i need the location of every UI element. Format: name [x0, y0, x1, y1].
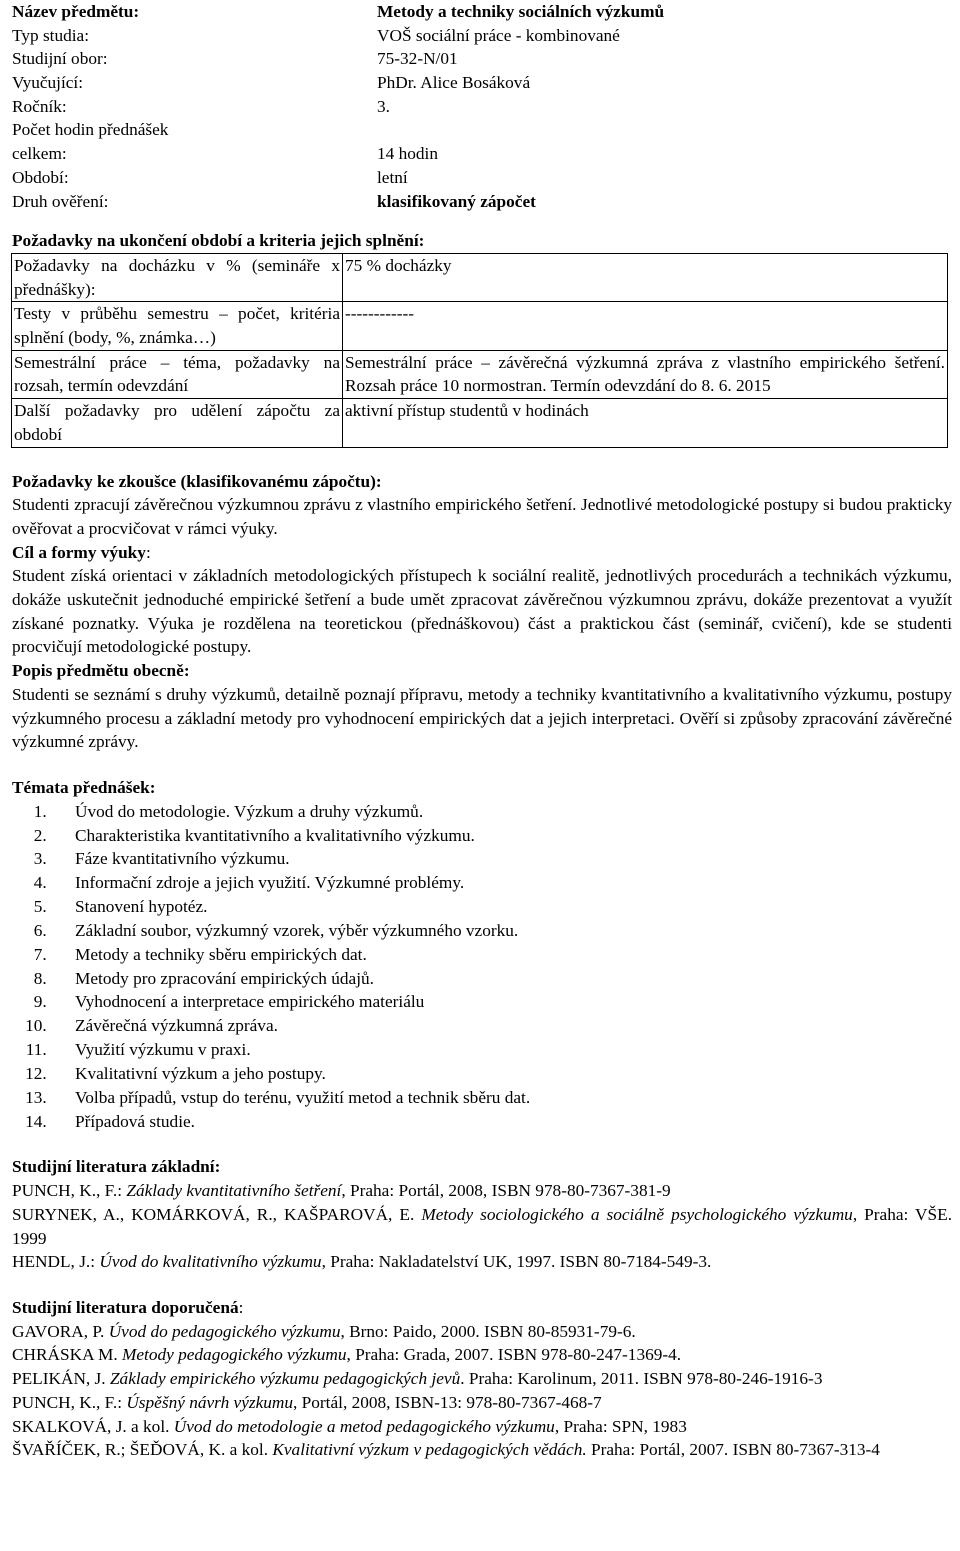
lit-details: , Praha: Grada, 2007. ISBN 978-80-247-1369-4.: [346, 1345, 682, 1365]
table-row: [12, 302, 948, 350]
info-value: klasifikovaný zápočet: [377, 191, 536, 211]
requirement-value: ------------: [343, 302, 948, 350]
info-value: letní: [377, 167, 408, 187]
lit-recommended-item: [12, 1367, 952, 1391]
info-key: Druh ověření:: [12, 191, 109, 211]
lit-details: , Praha: SPN, 1983: [554, 1416, 687, 1436]
lit-recommended-heading-colon: :: [238, 1297, 244, 1317]
goal-heading-text: Cíl a formy výuky: [12, 542, 146, 562]
info-key: Období:: [12, 167, 69, 187]
info-value: PhDr. Alice Bosáková: [377, 73, 531, 93]
lit-recommended-item: [12, 1320, 952, 1344]
lit-recommended-item: [12, 1391, 952, 1415]
table-row: [12, 399, 948, 447]
list-item: 6. Základní soubor, výzkumný vzorek, výběr výzkumného vzorku.: [51, 919, 952, 943]
lit-details: . Praha: Karolinum, 2011. ISBN 978-80-246-1916-3: [460, 1369, 823, 1389]
list-item: 12. Kvalitativní výzkum a jeho postupy.: [51, 1062, 952, 1086]
goal-heading: [12, 541, 952, 565]
list-item: 7. Metody a techniky sběru empirických dat.: [51, 943, 952, 967]
requirements-table: [11, 253, 948, 448]
lit-title: Metody sociologického a sociálně psychologického výzkumu: [421, 1204, 853, 1224]
exam-text: Studenti zpracují závěrečnou výzkumnou zprávu z vlastního empirického šetření. Jednotlivé metodologické postupy si budou prakticky ověřovat a procvičovat v rámci výuky.: [12, 495, 952, 538]
info-row-course-name: [12, 0, 952, 24]
lit-details: , Praha: VŠE. 1999: [12, 1204, 953, 1248]
requirements-heading: Požadavky na ukončení období a kriteria jejich splnění:: [12, 231, 425, 251]
info-key: Název předmětu:: [12, 2, 140, 21]
list-item: 3. Fáze kvantitativního výzkumu.: [51, 847, 952, 871]
info-key: Vyučující:: [12, 73, 84, 93]
course-info: [12, 0, 952, 213]
lit-recommended-item: [12, 1438, 952, 1462]
requirement-label: Semestrální práce – téma, požadavky na rozsah, termín odevzdání: [12, 350, 343, 398]
lit-author: ŠVAŘÍČEK, R.; ŠEĎOVÁ, K. a kol.: [12, 1440, 273, 1460]
lit-title: Úvod do pedagogického výzkumu: [108, 1321, 341, 1341]
exam-heading: Požadavky ke zkoušce (klasifikovanému zápočtu):: [12, 471, 382, 491]
lit-details: Praha: Portál, 2007. ISBN 80-7367-313-4: [586, 1440, 880, 1460]
lit-author: HENDL, J.:: [12, 1252, 100, 1272]
info-row-field: [12, 47, 952, 71]
lit-author: GAVORA, P.: [12, 1321, 109, 1341]
list-item: 2. Charakteristika kvantitativního a kvalitativního výzkumu.: [51, 824, 952, 848]
goal-heading-colon: :: [145, 542, 151, 562]
lit-basic-item: [12, 1179, 952, 1203]
requirement-value: 75 % docházky: [343, 253, 948, 301]
lit-title: Metody pedagogického výzkumu: [121, 1345, 347, 1365]
lit-basic-item: [12, 1250, 952, 1274]
document-page: [12, 0, 952, 1462]
lit-recommended-item: [12, 1343, 952, 1367]
requirement-label: Testy v průběhu semestru – počet, kritéria splnění (body, %, známka…): [12, 302, 343, 350]
requirement-value: aktivní přístup studentů v hodinách: [343, 399, 948, 447]
info-value: VOŠ sociální práce - kombinované: [377, 25, 620, 45]
topics-list: [12, 800, 952, 1134]
topics-heading: Témata přednášek:: [12, 777, 156, 797]
lit-author: SKALKOVÁ, J. a kol.: [12, 1416, 174, 1436]
list-item: 13. Volba případů, vstup do terénu, využití metod a technik sběru dat.: [51, 1086, 952, 1110]
info-key: Počet hodin přednášek: [12, 120, 169, 140]
goal-text: Student získá orientaci v základních metodologických přístupech k sociální realitě, jednotlivých procedurách a technikách výzkumu, dokáže uskutečnit jednoduché empirické šetření a bude umět zpracovat závěrečnou výzkumnou zprávu, dokáže prezentovat a využít získané poznatky. Výuka je rozdělena na teoretickou (přednáškovou) část a praktickou část (seminář, cvičení), kde se studenti procvičují metodologické postupy.: [12, 566, 952, 657]
lit-details: , Brno: Paido, 2000. ISBN 80-85931-79-6.: [340, 1321, 636, 1341]
lit-title: Úvod do kvalitativního výzkumu: [99, 1252, 322, 1272]
lit-recommended-heading-text: Studijní literatura doporučená: [12, 1297, 239, 1317]
info-key: Studijní obor:: [12, 49, 108, 69]
description-heading: Popis předmětu obecně:: [12, 661, 190, 681]
requirement-label: Další požadavky pro udělení zápočtu za období: [12, 399, 343, 447]
lit-title: Základy kvantitativního šetření: [126, 1181, 342, 1201]
list-item: 5. Stanovení hypotéz.: [51, 895, 952, 919]
lit-details: , Praha: Portál, 2008, ISBN 978-80-7367-381-9: [341, 1181, 671, 1201]
requirement-value: Semestrální práce – závěrečná výzkumná zpráva z vlastního empirického šetření. Rozsah práce 10 normostran. Termín odevzdání do 8. 6. 2015: [343, 350, 948, 398]
info-row-hours: [12, 142, 952, 166]
info-value: 3.: [377, 96, 390, 116]
table-row: [12, 350, 948, 398]
info-row-period: [12, 166, 952, 190]
info-row-hours-label: [12, 118, 952, 142]
info-key: celkem:: [12, 144, 67, 164]
info-value: Metody a techniky sociálních výzkumů: [377, 2, 665, 21]
info-row-study-type: [12, 24, 952, 48]
lit-basic-heading: Studijní literatura základní:: [12, 1157, 221, 1177]
info-row-teacher: [12, 71, 952, 95]
info-key: Typ studia:: [12, 25, 90, 45]
table-row: [12, 253, 948, 301]
lit-basic-item: [12, 1203, 952, 1250]
lit-author: PELIKÁN, J.: [12, 1369, 110, 1389]
lit-title: Úspěšný návrh výzkumu: [126, 1392, 294, 1412]
lit-author: SURYNEK, A., KOMÁRKOVÁ, R., KAŠPAROVÁ, E.: [12, 1204, 422, 1224]
info-value: 75-32-N/01: [377, 49, 458, 69]
lit-author: CHRÁSKA M.: [12, 1345, 122, 1365]
requirement-label: Požadavky na docházku v % (semináře x přednášky):: [12, 253, 343, 301]
info-key: Ročník:: [12, 96, 67, 116]
list-item: 4. Informační zdroje a jejich využití. Výzkumné problémy.: [51, 871, 952, 895]
info-row-year: [12, 95, 952, 119]
lit-title: Kvalitativní výzkum v pedagogických vědách.: [272, 1440, 587, 1460]
lit-recommended-heading: [12, 1296, 952, 1320]
lit-author: PUNCH, K., F.:: [12, 1181, 127, 1201]
info-row-verification: [12, 190, 952, 214]
list-item: 1. Úvod do metodologie. Výzkum a druhy výzkumů.: [51, 800, 952, 824]
lit-recommended-item: [12, 1415, 952, 1439]
list-item: 14. Případová studie.: [51, 1110, 952, 1134]
list-item: 9. Vyhodnocení a interpretace empirického materiálu: [51, 990, 952, 1014]
lit-title: Základy empirického výzkumu pedagogických jevů: [109, 1369, 461, 1389]
list-item: 8. Metody pro zpracování empirických údajů.: [51, 967, 952, 991]
lit-details: , Portál, 2008, ISBN-13: 978-80-7367-468-7: [293, 1392, 602, 1412]
lit-author: PUNCH, K., F.:: [12, 1392, 127, 1412]
lit-title: Úvod do metodologie a metod pedagogického výzkumu: [173, 1416, 555, 1436]
description-text: Studenti se seznámí s druhy výzkumů, detailně poznají přípravu, metody a techniky kvantitativního a kvalitativního výzkumu, postupy výzkumného procesu a základní metody pro vyhodnocení empirických dat a jejich interpretaci. Ověří si způsoby zpracování závěrečné výzkumné zprávy.: [12, 684, 952, 752]
list-item: 10. Závěrečná výzkumná zpráva.: [51, 1014, 952, 1038]
list-item: 11. Využití výzkumu v praxi.: [51, 1038, 952, 1062]
lit-details: , Praha: Nakladatelství UK, 1997. ISBN 80-7184-549-3.: [321, 1252, 712, 1272]
info-value: 14 hodin: [377, 144, 438, 164]
